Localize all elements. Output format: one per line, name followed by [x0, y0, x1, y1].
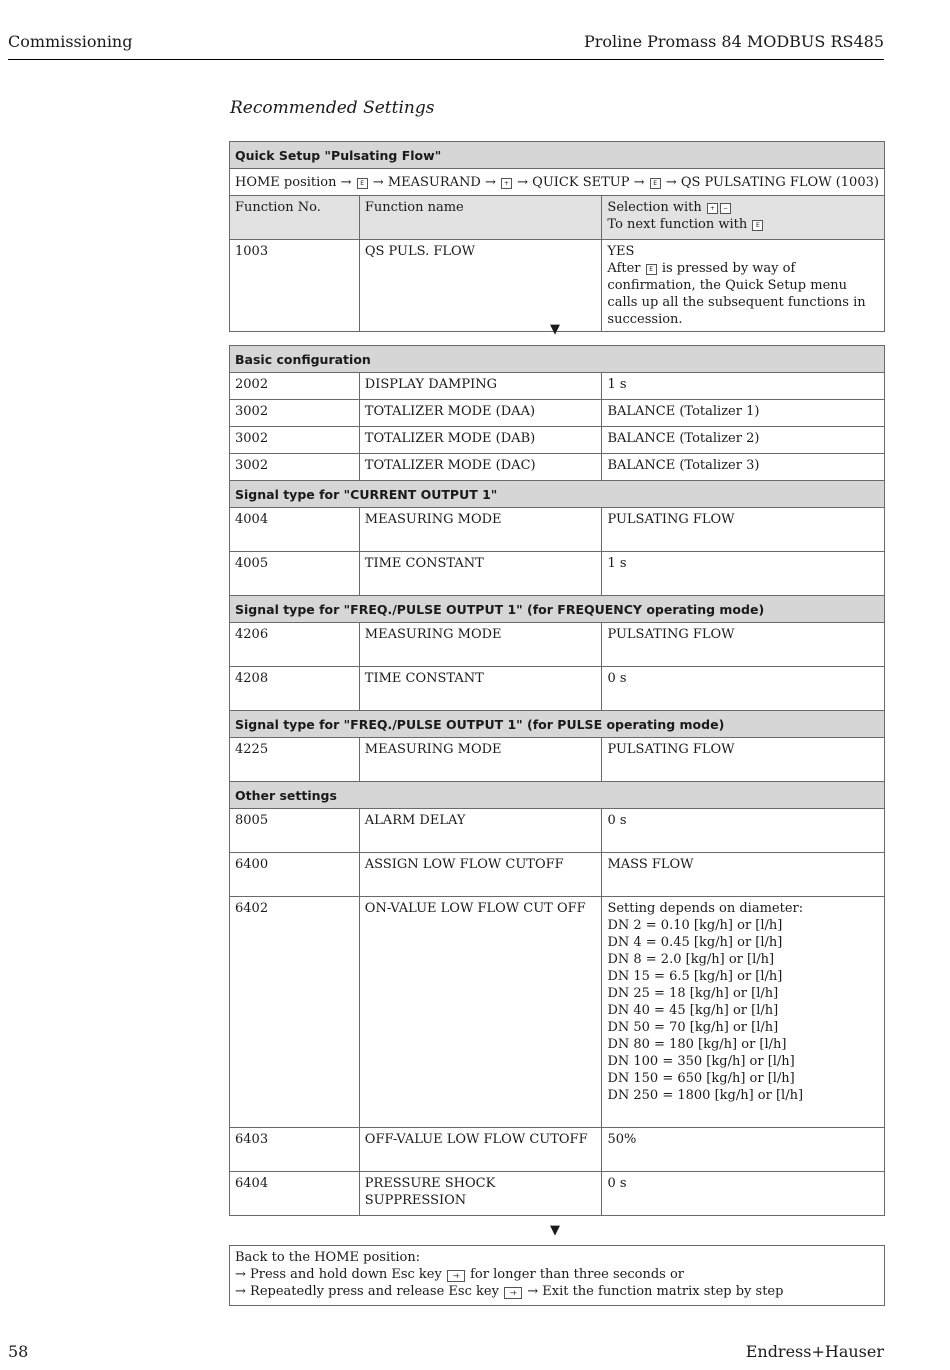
function-no: 6400 — [230, 853, 360, 897]
menu-path-text: → MEASURAND → — [372, 174, 496, 190]
function-no: 1003 — [230, 240, 360, 332]
page-number: 58 — [8, 1342, 29, 1361]
function-name: TIME CONSTANT — [359, 552, 602, 596]
value-line: DN 150 = 650 [kg/h] or [l/h] — [607, 1071, 795, 1086]
back-line: for longer than three seconds or — [470, 1267, 685, 1282]
menu-path-text: HOME position → — [235, 174, 352, 190]
function-name: ON-VALUE LOW FLOW CUT OFF — [359, 897, 602, 1128]
function-name: MEASURING MODE — [359, 738, 602, 782]
function-value: BALANCE (Totalizer 1) — [602, 400, 885, 427]
note-text: is pressed by way of confirmation, the Quick Setup menu calls up all the subsequent functions in succession. — [607, 261, 866, 327]
function-value: BALANCE (Totalizer 2) — [602, 427, 885, 454]
down-arrow-icon: ▼ — [550, 322, 560, 337]
section-header: Basic configuration — [230, 346, 885, 373]
next-function-label: To next function with — [607, 217, 748, 232]
back-line: Back to the HOME position: — [235, 1250, 421, 1265]
function-no: 4005 — [230, 552, 360, 596]
value-line: DN 250 = 1800 [kg/h] or [l/h] — [607, 1088, 804, 1103]
function-name: ASSIGN LOW FLOW CUTOFF — [359, 853, 602, 897]
function-name: TIME CONSTANT — [359, 667, 602, 711]
function-name: QS PULS. FLOW — [359, 240, 602, 332]
value-line: DN 50 = 70 [kg/h] or [l/h] — [607, 1020, 779, 1035]
back-line: → Repeatedly press and release Esc key — [235, 1284, 499, 1299]
function-no: 2002 — [230, 373, 360, 400]
value-line: DN 15 = 6.5 [kg/h] or [l/h] — [607, 969, 783, 984]
back-to-home-box — [229, 1245, 885, 1306]
quick-setup-table — [229, 141, 885, 332]
value-line: DN 8 = 2.0 [kg/h] or [l/h] — [607, 952, 775, 967]
brand-name: Endress+Hauser — [745, 1342, 884, 1361]
function-no: 3002 — [230, 427, 360, 454]
value-line: DN 25 = 18 [kg/h] or [l/h] — [607, 986, 779, 1001]
section-title: Recommended Settings — [230, 98, 435, 118]
function-value: 0 s — [602, 809, 885, 853]
column-header-function-no: Function No. — [230, 196, 360, 240]
value-text: YES — [607, 244, 635, 259]
section-header: Signal type for "FREQ./PULSE OUTPUT 1" (for PULSE operating mode) — [230, 711, 885, 738]
value-line: DN 40 = 45 [kg/h] or [l/h] — [607, 1003, 779, 1018]
plus-key-icon: + — [707, 203, 718, 214]
function-value: 50% — [602, 1128, 885, 1172]
back-line: → Exit the function matrix step by step — [527, 1284, 784, 1299]
enter-key-icon: E — [650, 178, 661, 189]
menu-path — [230, 169, 885, 196]
function-name: OFF-VALUE LOW FLOW CUTOFF — [359, 1128, 602, 1172]
function-name: PRESSURE SHOCK SUPPRESSION — [359, 1172, 602, 1216]
function-name: TOTALIZER MODE (DAA) — [359, 400, 602, 427]
value-line: DN 80 = 180 [kg/h] or [l/h] — [607, 1037, 787, 1052]
minus-key-icon: − — [720, 203, 731, 214]
function-value: MASS FLOW — [602, 853, 885, 897]
function-no: 4208 — [230, 667, 360, 711]
value-line: Setting depends on diameter: — [607, 901, 804, 916]
function-value: BALANCE (Totalizer 3) — [602, 454, 885, 481]
function-name: TOTALIZER MODE (DAB) — [359, 427, 602, 454]
note-text: After — [607, 261, 641, 276]
function-value: 0 s — [602, 667, 885, 711]
enter-key-icon: E — [357, 178, 368, 189]
esc-key-icon: -+ — [447, 1270, 465, 1282]
section-header: Other settings — [230, 782, 885, 809]
value-line: DN 4 = 0.45 [kg/h] or [l/h] — [607, 935, 783, 950]
function-value — [602, 897, 885, 1128]
function-name: TOTALIZER MODE (DAC) — [359, 454, 602, 481]
function-no: 6403 — [230, 1128, 360, 1172]
function-no: 6404 — [230, 1172, 360, 1216]
header-rule — [8, 59, 884, 60]
section-header: Signal type for "CURRENT OUTPUT 1" — [230, 481, 885, 508]
function-no: 8005 — [230, 809, 360, 853]
esc-key-icon: -+ — [504, 1287, 522, 1299]
function-value: 1 s — [602, 373, 885, 400]
running-header-product: Proline Promass 84 MODBUS RS485 — [583, 32, 884, 51]
function-name: MEASURING MODE — [359, 623, 602, 667]
function-value: 0 s — [602, 1172, 885, 1216]
running-header-section: Commissioning — [8, 32, 133, 51]
function-value: PULSATING FLOW — [602, 738, 885, 782]
function-value — [602, 240, 885, 332]
function-name: DISPLAY DAMPING — [359, 373, 602, 400]
section-header: Signal type for "FREQ./PULSE OUTPUT 1" (for FREQUENCY operating mode) — [230, 596, 885, 623]
function-value: 1 s — [602, 552, 885, 596]
back-line: → Press and hold down Esc key — [235, 1267, 442, 1282]
function-no: 4225 — [230, 738, 360, 782]
down-arrow-icon: ▼ — [550, 1223, 560, 1238]
function-no: 6402 — [230, 897, 360, 1128]
enter-key-icon: E — [752, 220, 763, 231]
value-line: DN 2 = 0.10 [kg/h] or [l/h] — [607, 918, 783, 933]
value-line: DN 100 = 350 [kg/h] or [l/h] — [607, 1054, 795, 1069]
function-no: 4004 — [230, 508, 360, 552]
menu-path-text: → QUICK SETUP → — [517, 174, 645, 190]
settings-table — [229, 345, 885, 1216]
selection-label: Selection with — [607, 200, 702, 215]
function-name: MEASURING MODE — [359, 508, 602, 552]
function-name: ALARM DELAY — [359, 809, 602, 853]
function-value: PULSATING FLOW — [602, 623, 885, 667]
column-header-function-name: Function name — [359, 196, 602, 240]
function-no: 3002 — [230, 400, 360, 427]
plus-key-icon: + — [501, 178, 512, 189]
function-no: 4206 — [230, 623, 360, 667]
enter-key-icon: E — [646, 264, 657, 275]
function-no: 3002 — [230, 454, 360, 481]
function-value: PULSATING FLOW — [602, 508, 885, 552]
back-to-home-text — [230, 1246, 885, 1306]
column-header-selection — [602, 196, 885, 240]
quick-setup-title: Quick Setup "Pulsating Flow" — [230, 142, 885, 169]
menu-path-text: → QS PULSATING FLOW (1003) — [665, 174, 879, 190]
